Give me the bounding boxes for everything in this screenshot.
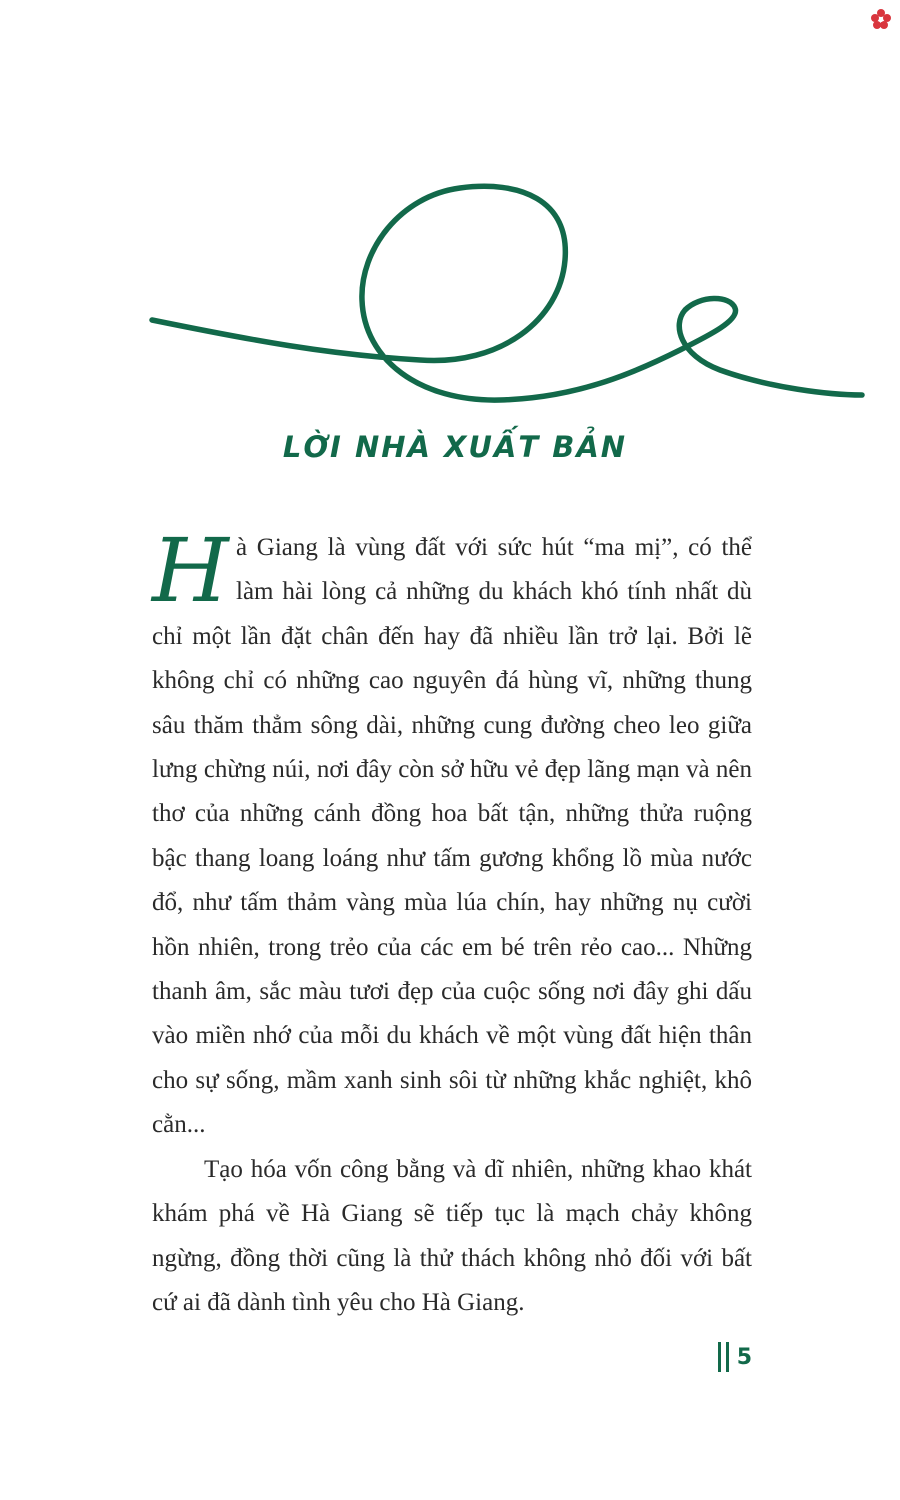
- flower-icon: [870, 8, 892, 30]
- drop-cap: H: [152, 519, 229, 622]
- ornament-bar: [726, 1342, 729, 1372]
- page-number: 5: [736, 1344, 752, 1370]
- body-text: [152, 519, 752, 1325]
- paragraph-2: Tạo hóa vốn công bằng và dĩ nhiên, những khao khát khám phá về Hà Giang sẽ tiếp tục là mạch chảy không ngừng, đồng thời cũng là thử thách không nhỏ đối với bất cứ ai đã dành tình yêu cho Hà Giang.: [152, 1155, 752, 1316]
- paragraph-1-text: à Giang là vùng đất với sức hút “ma mị”, có thể làm hài lòng cả những du khách khó tính nhất dù chỉ một lần đặt chân đến hay đã nhiều lần trở lại. Bởi lẽ không chỉ có những cao nguyên đá hùng vĩ, những thung sâu thăm thẳm sông dài, những cung đường cheo leo giữa lưng chừng núi, nơi đây còn sở hữu vẻ đẹp lãng mạn và nên thơ của những cánh đồng hoa bất tận, những thửa ruộng bậc thang loang loáng như tấm gương khổng lồ mùa nước đổ, như tấm thảm vàng mùa lúa chín, hay những nụ cười hồn nhiên, trong trẻo của các em bé trên rẻo cao... Những thanh âm, sắc màu tươi đẹp của cuộc sống nơi đây ghi dấu vào miền nhớ của mỗi du khách về một vùng đất hiện thân cho sự sống, mầm xanh sinh sôi từ những khắc nghiệt, khô cằn...: [152, 534, 752, 1139]
- page-title: LỜI NHÀ XUẤT BẢN: [282, 430, 628, 464]
- flourish-ornament: [0, 170, 900, 420]
- page-number-block: [718, 1340, 752, 1374]
- page-number-ornament: [718, 1342, 729, 1372]
- paragraph-1: [152, 519, 752, 1148]
- ornament-bar: [718, 1342, 721, 1372]
